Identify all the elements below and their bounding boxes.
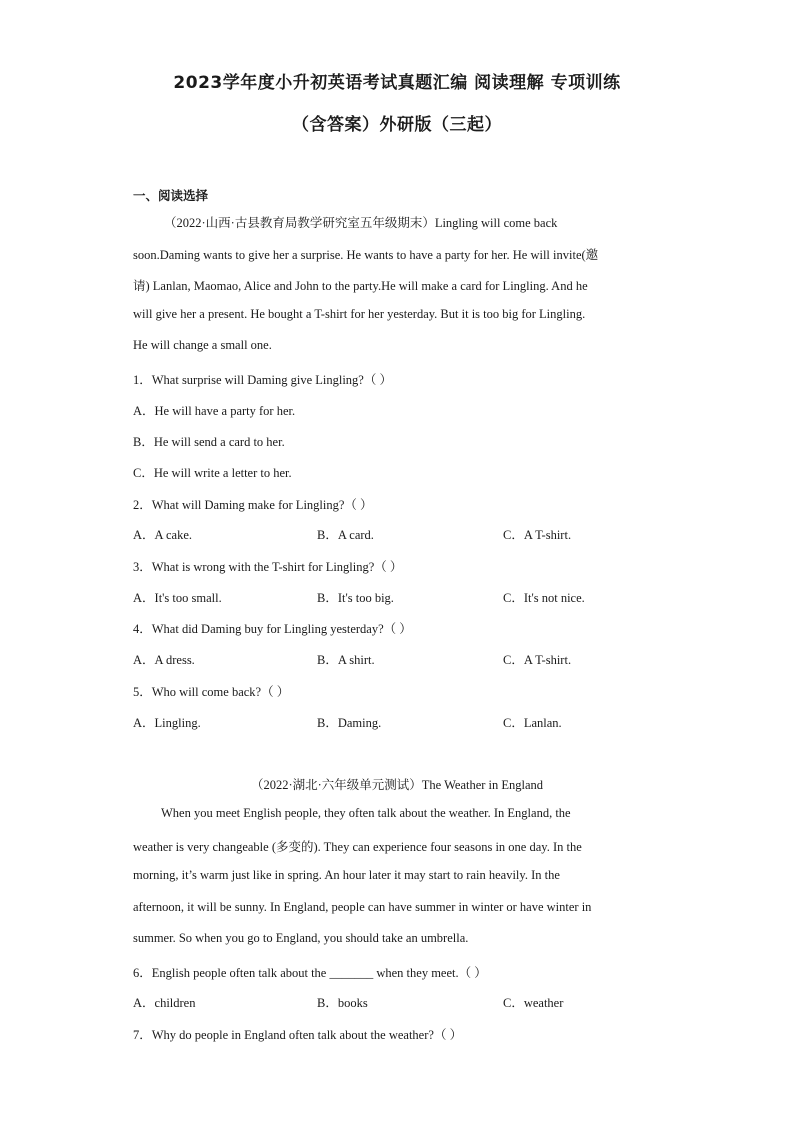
option-b[interactable]: B．books <box>317 996 368 1010</box>
option-a[interactable]: A．Lingling. <box>133 716 201 730</box>
option-a[interactable]: A．A dress. <box>133 653 195 667</box>
document-title-line-1: 2023学年度小升初英语考试真题汇编 阅读理解 专项训练 <box>173 73 621 93</box>
passage-2-title: （2022·湖北·六年级单元测试）The Weather in England <box>250 778 544 792</box>
passage-line: will give her a present. He bought a T-shirt for her yesterday. But it is too big for Lingling. <box>133 307 586 321</box>
option-b[interactable]: B．It's too big. <box>317 591 394 605</box>
question-text: 5．Who will come back?（ ） <box>133 685 290 699</box>
option-c[interactable]: C．A T-shirt. <box>503 653 572 667</box>
passage-line: When you meet English people, they often talk about the weather. In England, the <box>161 806 571 820</box>
option-c[interactable]: C．He will write a letter to her. <box>133 466 292 480</box>
passage-line: summer. So when you go to England, you should take an umbrella. <box>133 931 469 945</box>
option-a[interactable]: A．A cake. <box>133 528 193 542</box>
option-c[interactable]: C．It's not nice. <box>503 591 585 605</box>
passage-line: morning, it’s warm just like in spring. An hour later it may start to rain heavily. In the <box>133 868 560 882</box>
question-text: 1．What surprise will Daming give Lingling?（ ） <box>133 373 392 387</box>
option-a[interactable]: A．children <box>133 996 196 1010</box>
passage-line: soon.Daming wants to give her a surprise. He wants to have a party for her. He will invite(邀 <box>133 248 599 262</box>
option-c[interactable]: C．A T-shirt. <box>503 528 572 542</box>
question-text: 7．Why do people in England often talk about the weather?（ ） <box>133 1028 463 1042</box>
passage-line: 请) Lanlan, Maomao, Alice and John to the party.He will make a card for Lingling. And he <box>133 279 588 293</box>
option-c[interactable]: C．Lanlan. <box>503 716 562 730</box>
passage-line: afternoon, it will be sunny. In England, people can have summer in winter or have winter in <box>133 900 592 914</box>
section-heading: 一、阅读选择 <box>133 188 209 203</box>
question-text: 2．What will Daming make for Lingling?（ ） <box>133 498 373 512</box>
passage-line: （2022·山西·古县教育局教学研究室五年级期末）Lingling will come back <box>164 216 558 230</box>
option-a[interactable]: A．It's too small. <box>133 591 222 605</box>
document-title-line-2: （含答案）外研版（三起） <box>292 115 502 135</box>
option-c[interactable]: C．weather <box>503 996 564 1010</box>
option-a[interactable]: A．He will have a party for her. <box>133 404 296 418</box>
passage-line: weather is very changeable (多变的). They can experience four seasons in one day. In the <box>133 840 582 854</box>
option-b[interactable]: B．He will send a card to her. <box>133 435 285 449</box>
question-text: 3．What is wrong with the T-shirt for Lingling?（ ） <box>133 560 403 574</box>
question-text: 6．English people often talk about the _______ when they meet.（ ） <box>133 966 487 980</box>
passage-line: He will change a small one. <box>133 338 272 352</box>
option-b[interactable]: B．A card. <box>317 528 374 542</box>
question-text: 4．What did Daming buy for Lingling yesterday?（ ） <box>133 622 412 636</box>
option-b[interactable]: B．Daming. <box>317 716 382 730</box>
option-b[interactable]: B．A shirt. <box>317 653 375 667</box>
